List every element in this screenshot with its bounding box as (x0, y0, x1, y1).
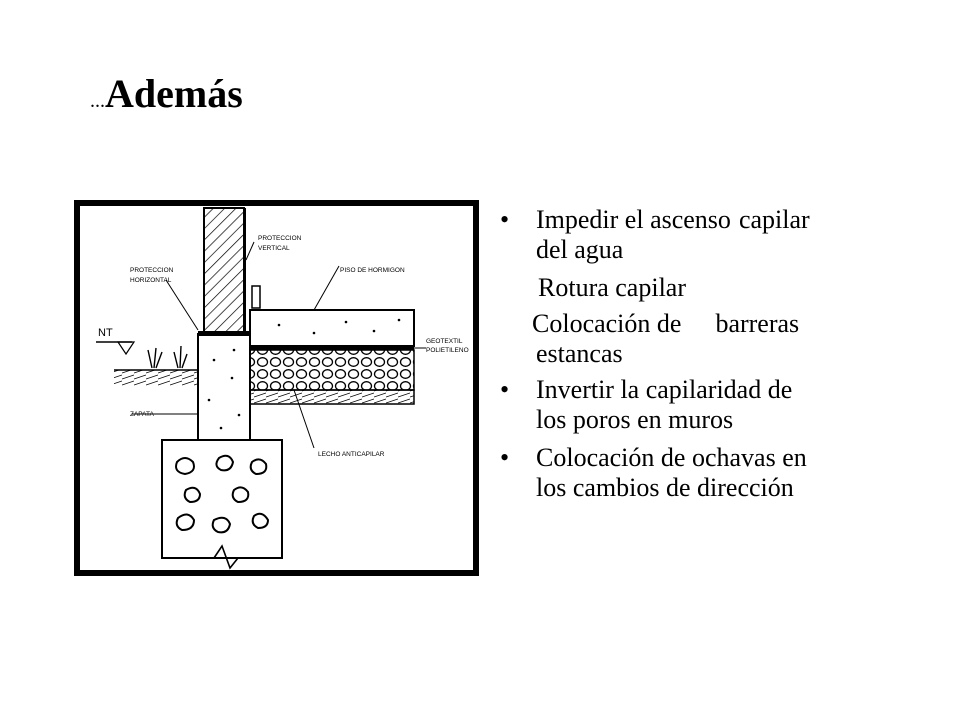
label-zapata: ZAPATA (130, 411, 154, 418)
sub-item (496, 309, 886, 369)
wall (204, 208, 244, 334)
bullet-item (496, 205, 886, 265)
sub-item-text: Rotura capilar (538, 273, 686, 302)
label-proteccion-horizontal-2: HORIZONTAL (130, 277, 172, 284)
sub-item-text: Colocación de (532, 309, 682, 338)
label-proteccion-vertical-1: PROTECCION (258, 235, 302, 242)
label-geotextil-1: GEOTEXTIL (426, 338, 463, 345)
title-ellipsis: ... (90, 90, 105, 112)
sub-item-text: barreras (715, 309, 800, 338)
label-proteccion-horizontal-1: PROTECCION (130, 267, 174, 274)
bullet-marker: • (500, 443, 510, 472)
bullet-marker: • (500, 375, 510, 404)
bullet-text: los cambios de dirección (536, 473, 794, 502)
slide-title (90, 70, 243, 125)
bullet-text: Invertir la capilaridad de (536, 375, 793, 404)
bullet-list (496, 205, 886, 511)
label-lecho: LECHO ANTICAPILAR (318, 451, 385, 458)
title-text: Además (105, 71, 243, 116)
bullet-text: Impedir el ascenso (536, 205, 731, 234)
bullet-text: capilar (738, 205, 810, 234)
sub-item-text: estancas (536, 339, 623, 368)
bullet-text: los poros en muros (536, 405, 734, 434)
bullet-text: del agua (536, 235, 624, 264)
label-proteccion-vertical-2: VERTICAL (258, 245, 290, 252)
bullet-text: Colocación de ochavas en (536, 443, 807, 472)
soil-layer (250, 390, 414, 404)
ground-soil (114, 370, 198, 386)
bullet-marker: • (500, 205, 510, 234)
label-geotextil-2: POLIETILENO (426, 347, 469, 354)
sub-item (496, 273, 886, 303)
label-nt: NT (98, 327, 113, 339)
label-piso: PISO DE HORMIGON (340, 267, 405, 274)
capillary-bed (250, 350, 414, 390)
foundation-detail-drawing (74, 200, 479, 576)
bullet-item (496, 375, 886, 435)
bullet-item (496, 443, 886, 503)
